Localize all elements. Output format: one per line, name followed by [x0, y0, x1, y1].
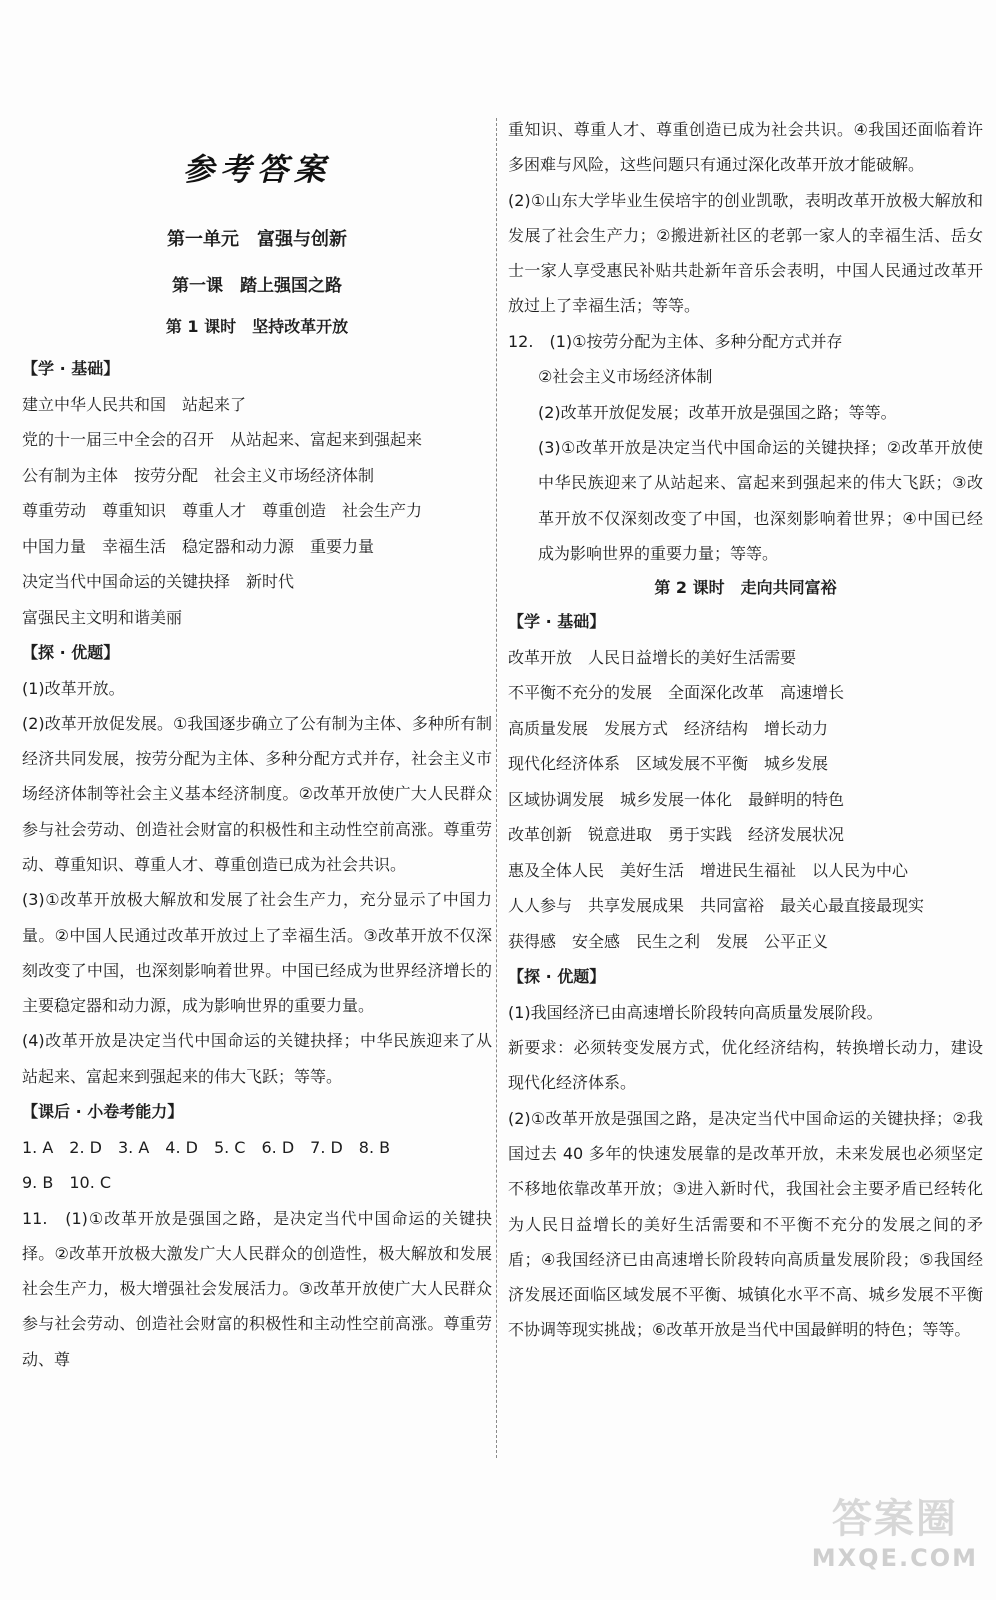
explore-answer: (3)①改革开放极大解放和发展了社会生产力，充分显示了中国力量。②中国人民通过改革开放过上了幸福生活。③改革开放不仅深刻改变了中国，也深刻影响着世界。中国已经成为世界经济增长的主要稳定器和动力源，成为影响世界的重要力量。 [22, 890, 492, 1016]
right-column [508, 112, 983, 1348]
basic-line: 不平衡不充分的发展 全面深化改革 高速增长 [508, 683, 845, 703]
basic-line: 党的十一届三中全会的召开 从站起来、富起来到强起来 [22, 430, 423, 449]
period-heading-1: 第 1 课时 坚持改革开放 [165, 317, 349, 336]
question-12-part-2: (2)改革开放促发展；改革开放是强国之路；等等。 [538, 402, 897, 422]
explore-answer: (1)改革开放。 [22, 678, 125, 698]
basic-line: 人人参与 共享发展成果 共同富裕 最关心最直接最现实 [508, 896, 925, 916]
section-explore-1: 【探 · 优题】 [22, 643, 120, 662]
mc-answers-line-2: 9. B 10. C [22, 1173, 112, 1193]
left-column [22, 136, 492, 1377]
section-after-class: 【课后 · 小卷考能力】 [22, 1102, 184, 1122]
basic-line: 惠及全体人民 美好生活 增进民生福祉 以人民为中心 [508, 860, 909, 880]
question-12-part-3: (3)①改革开放是决定当代中国命运的关键抉择；②改革开放使中华民族迎来了从站起来、富起来到强起来的伟大飞跃；③改革开放不仅深刻改变了中国，也深刻影响着世界；④中国已经成为影响世界的重要力量；等等。 [538, 438, 983, 563]
explore-answer: (4)改革开放是决定当代中国命运的关键抉择；中华民族迎来了从站起来、富起来到强起来的伟大飞跃；等等。 [22, 1031, 492, 1086]
period-heading-2: 第 2 课时 走向共同富裕 [654, 578, 837, 598]
section-basic-2: 【学 · 基础】 [508, 612, 606, 632]
question-12-part-1b: ②社会主义市场经济体制 [538, 367, 713, 387]
basic-line: 决定当代中国命运的关键抉择 新时代 [22, 572, 295, 591]
basic-line: 区域协调发展 城乡发展一体化 最鲜明的特色 [508, 789, 845, 809]
basic-line: 尊重劳动 尊重知识 尊重人才 尊重创造 社会生产力 [22, 501, 423, 520]
basic-line: 改革开放 人民日益增长的美好生活需要 [508, 647, 797, 667]
basic-line: 中国力量 幸福生活 稳定器和动力源 重要力量 [22, 536, 375, 556]
basic-line: 公有制为主体 按劳分配 社会主义市场经济体制 [22, 465, 375, 485]
explore-answer: 新要求：必须转变发展方式，优化经济结构，转换增长动力，建设现代化经济体系。 [508, 1038, 983, 1093]
basic-line: 建立中华人民共和国 站起来了 [22, 394, 247, 414]
column-divider [496, 118, 497, 1458]
explore-answer: (2)改革开放促发展。①我国逐步确立了公有制为主体、多种所有制经济共同发展，按劳分配为主体、多种分配方式并存，社会主义市场经济体制等社会主义基本经济制度。②改革开放使广大人民群众参与社会劳动、创造社会财富的积极性和主动性空前高涨。尊重劳动、尊重知识、尊重人才、尊重创造已成为社会共识。 [22, 713, 492, 874]
section-basic-1: 【学 · 基础】 [22, 359, 120, 378]
question-11-answer: 11. (1)①改革开放是强国之路，是决定当代中国命运的关键抉择。②改革开放极大激发广大人民群众的创造性，极大解放和发展社会生产力，极大增强社会发展活力。③改革开放使广大人民群众参与社会劳动、创造社会财富的积极性和主动性空前高涨。尊重劳动、尊 [22, 1208, 492, 1369]
question-12-part-1a: 12. (1)①按劳分配为主体、多种分配方式并存 [508, 331, 843, 351]
section-explore-2: 【探 · 优题】 [508, 967, 606, 987]
explore-answer: (2)①改革开放是强国之路，是决定当代中国命运的关键抉择；②我国过去 40 多年的快速发展靠的是改革开放，未来发展也必须坚定不移地依靠改革开放；③进入新时代，我国社会主要矛盾已经转化为人民日益增长的美好生活需要和不平衡不充分的发展之间的矛盾；④我国经济已由高速增长阶段转向高质量发展阶段；⑤我国经济发展还面临区域发展不平衡、城镇化水平不高、城乡发展不平衡不协调等现实挑战；⑥改革开放是当代中国最鲜明的特色；等等。 [508, 1108, 983, 1340]
watermark-logo [812, 1487, 978, 1572]
page-title: 参考答案 [183, 152, 331, 188]
basic-line: 高质量发展 发展方式 经济结构 增长动力 [508, 718, 829, 738]
question-11-continued: 重知识、尊重人才、尊重创造已成为社会共识。④我国还面临着许多困难与风险，这些问题只有通过深化改革开放才能破解。 [508, 120, 983, 175]
basic-line: 改革创新 锐意进取 勇于实践 经济发展状况 [508, 825, 845, 845]
basic-line: 获得感 安全感 民生之利 发展 公平正义 [508, 931, 829, 951]
basic-line: 现代化经济体系 区域发展不平衡 城乡发展 [508, 754, 829, 774]
unit-heading: 第一单元 富强与创新 [167, 229, 347, 250]
explore-answer: (1)我国经济已由高速增长阶段转向高质量发展阶段。 [508, 1002, 883, 1022]
watermark-url: MXQE.COM [811, 1544, 978, 1572]
watermark-logo-text: 答案圈 [831, 1496, 958, 1542]
question-11-part-2: (2)①山东大学毕业生侯培宇的创业凯歌，表明改革开放极大解放和发展了社会生产力；②搬进新社区的老郭一家人的幸福生活、岳女士一家人享受惠民补贴共赴新年音乐会表明，中国人民通过改革开放过上了幸福生活；等等。 [508, 190, 983, 316]
mc-answers-line-1: 1. A 2. D 3. A 4. D 5. C 6. D 7. D 8. B [22, 1137, 391, 1157]
lesson-heading: 第一课 踏上强国之路 [172, 276, 342, 296]
basic-line: 富强民主文明和谐美丽 [22, 607, 183, 627]
